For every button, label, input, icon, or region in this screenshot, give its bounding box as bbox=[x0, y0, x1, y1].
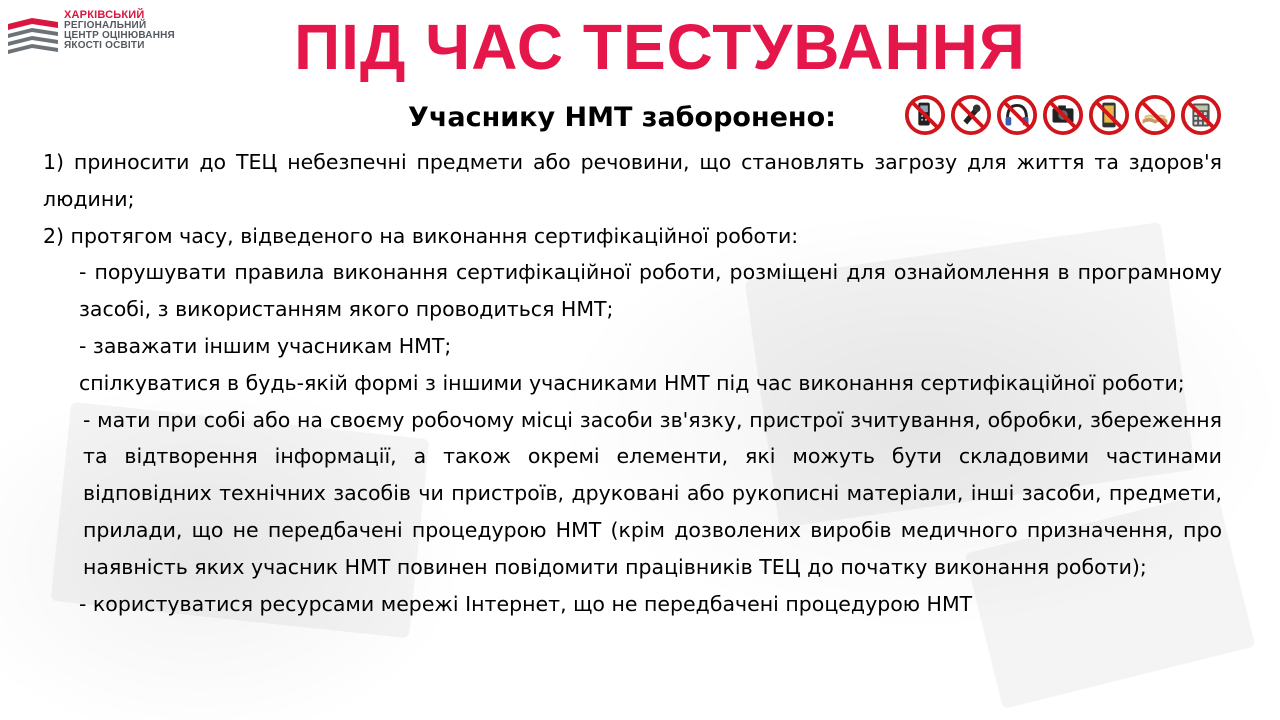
rule-item-1: 1) приносити до ТЕЦ небезпечні предмети або речовини, що становлять загрозу для життя та здоров'я людини; bbox=[43, 150, 1222, 211]
logo-line: ЦЕНТР ОЦІНЮВАННЯ bbox=[64, 30, 175, 41]
no-smartphone-icon bbox=[1088, 93, 1130, 137]
no-calculator-icon bbox=[1180, 93, 1222, 137]
logo-line: РЕГІОНАЛЬНИЙ bbox=[64, 20, 147, 31]
no-books-icon bbox=[1134, 93, 1176, 137]
rule-subitem: спілкуватися в будь-якій формі з іншими учасниками НМТ під час виконання сертифікаційної роботи; bbox=[79, 370, 1185, 395]
slide-title: ПІД ЧАС ТЕСТУВАННЯ bbox=[294, 11, 1026, 83]
rule-subitem: - порушувати правила виконання сертифікаційної роботи, розміщені для ознайомлення в програмному засобі, з використанням якого проводиться НМТ; bbox=[79, 260, 1222, 322]
no-camera-icon bbox=[1042, 93, 1084, 137]
rule-subitem: - заважати іншим учасникам НМТ; bbox=[79, 333, 452, 358]
no-headphones-icon bbox=[996, 93, 1038, 137]
rule-subitem: - мати при собі або на своєму робочому місці засоби зв'язку, пристрої зчитування, обробки, збереження та відтворення інформації, а також окремі елементи, які можуть бути складовими частинами відповідних технічних засобів чи пристроїв, друковані або рукописні матеріали, інші засоби, предмети, прилади, що не передбачені процедурою НМТ (крім дозволених виробів медичного призначення, про наявність яких учасник НМТ повинен повідомити працівників ТЕЦ до початку виконання роботи); bbox=[83, 407, 1222, 579]
rules-list bbox=[43, 144, 1222, 622]
logo-line: ХАРКІВСЬКИЙ bbox=[64, 9, 145, 21]
logo-line: ЯКОСТІ ОСВІТИ bbox=[64, 40, 145, 51]
rule-item-2: 2) протягом часу, відведеного на виконання сертифікаційної роботи: bbox=[43, 223, 799, 248]
prohibited-items-icons bbox=[904, 93, 1222, 137]
no-bluetooth-headset-icon bbox=[950, 93, 992, 137]
slide-subtitle: Учаснику НМТ заборонено: bbox=[408, 102, 836, 133]
rule-subitem: - користуватися ресурсами мережі Інтернет, що не передбачені процедурою НМТ bbox=[79, 591, 973, 616]
no-phone-icon bbox=[904, 93, 946, 137]
